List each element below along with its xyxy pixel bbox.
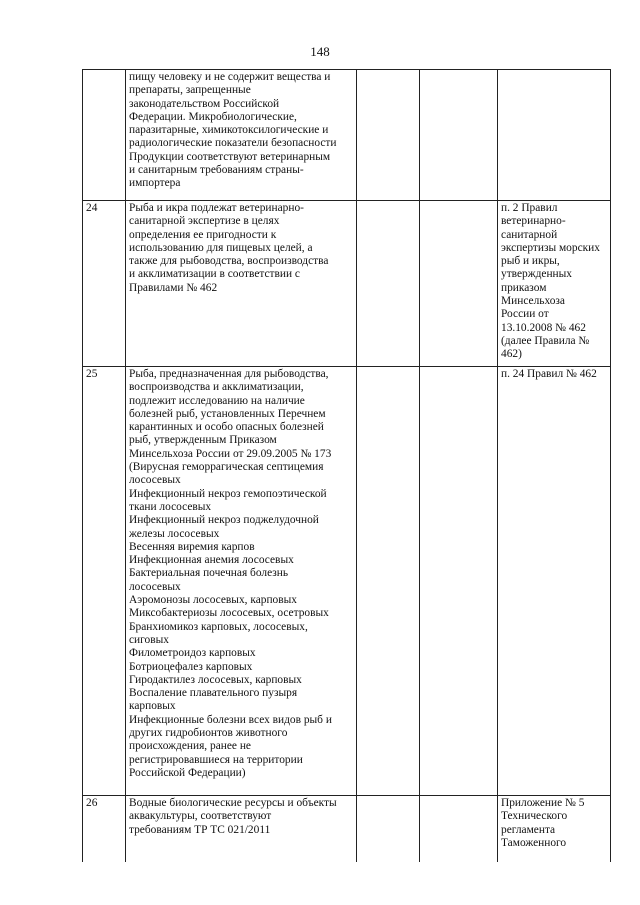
text-line: 462)	[501, 348, 522, 361]
empty-cell	[420, 367, 498, 796]
text-line: и акклиматизации в соответствии с	[129, 268, 300, 281]
text-line: Приложение № 5	[501, 797, 585, 809]
text-line: и санитарным требованиям страны-	[129, 164, 304, 177]
row-number-cell: 24	[83, 201, 126, 367]
empty-cell	[357, 201, 420, 367]
text-line: утвержденных	[501, 268, 572, 281]
requirement-cell	[126, 70, 357, 201]
text-line: использованию для пищевых целей, а	[129, 241, 313, 254]
text-line: регистрировавшиеся на территории	[129, 753, 303, 766]
text-line: подлежит исследованию на наличие	[129, 394, 305, 407]
requirement-cell	[126, 796, 357, 863]
requirement-cell	[126, 201, 357, 367]
text-line: рыб, утвержденным Приказом	[129, 434, 277, 447]
page-number: 148	[310, 44, 330, 59]
text-line: других гидробионтов животного	[129, 727, 288, 740]
row-number-cell: 25	[83, 367, 126, 796]
text-line: России от	[501, 308, 549, 321]
text-line: Правилами № 462	[129, 281, 218, 294]
text-line: импортера	[129, 177, 181, 190]
text-line: Таможенного	[501, 836, 567, 849]
table-row	[83, 796, 611, 863]
text-line: приказом	[501, 281, 547, 294]
text-line: сиговых	[129, 633, 169, 646]
text-line: Филометроидоз карповых	[129, 647, 256, 660]
text-line: Инфекционная анемия лососевых	[129, 554, 294, 567]
reference-cell	[498, 70, 611, 201]
reference-cell	[498, 367, 611, 796]
text-line: лососевых	[129, 474, 181, 487]
empty-cell	[357, 796, 420, 863]
text-line: Российской Федерации)	[129, 766, 246, 779]
text-line: болезней рыб, установленных Перечнем	[129, 407, 326, 420]
text-line: п. 2 Правил	[501, 202, 558, 214]
table-row	[83, 201, 611, 367]
text-line: Технического	[501, 810, 568, 823]
text-line: Федерации. Микробиологические,	[129, 110, 297, 123]
reference-cell	[498, 796, 611, 863]
table-row	[83, 70, 611, 201]
requirements-table	[82, 69, 611, 862]
text-line: (Вирусная геморрагическая септицемия	[129, 461, 324, 474]
empty-cell	[357, 367, 420, 796]
text-line: Минсельхоза России от 29.09.2005 № 173	[129, 447, 332, 460]
text-line: Воспаление плавательного пузыря	[129, 687, 298, 700]
empty-cell	[357, 70, 420, 201]
text-line: аквакультуры, соответствуют	[129, 810, 272, 823]
text-line: (далее Правила №	[501, 334, 590, 347]
text-line: санитарной экспертизе в целях	[129, 215, 280, 228]
text-line: препараты, запрещенные	[129, 84, 251, 97]
text-line: рыб и икры,	[501, 255, 560, 268]
text-line: происхождения, ранее не	[129, 740, 251, 753]
text-line: карповых	[129, 700, 176, 713]
text-line: Гиродактилез лососевых, карповых	[129, 673, 302, 686]
text-line: Инфекционный некроз гемопоэтической	[129, 487, 327, 500]
text-line: лососевых	[129, 580, 181, 593]
text-line: Бранхиомикоз карповых, лососевых,	[129, 620, 308, 633]
text-line: ткани лососевых	[129, 500, 212, 513]
text-line: Весенняя виремия карпов	[129, 540, 255, 553]
text-line: Инфекционный некроз поджелудочной	[129, 514, 319, 527]
requirement-cell	[126, 367, 357, 796]
text-line: Ботриоцефалез карповых	[129, 660, 253, 673]
empty-cell	[420, 70, 498, 201]
text-line: паразитарные, химикотоксилогические и	[129, 124, 329, 137]
text-line: Рыба, предназначенная для рыбоводства,	[129, 368, 329, 380]
text-line: требованиям ТР ТС 021/2011	[129, 823, 271, 836]
text-line: Миксобактериозы лососевых, осетровых	[129, 607, 329, 620]
reference-cell	[498, 201, 611, 367]
text-line: также для рыбоводства, воспроизводства	[129, 255, 329, 268]
text-line: Инфекционные болезни всех видов рыб и	[129, 713, 332, 726]
row-number-cell	[83, 70, 126, 201]
text-line: экспертизы морских	[501, 241, 600, 254]
row-number-cell: 26	[83, 796, 126, 863]
text-line: п. 24 Правил № 462	[501, 368, 597, 380]
text-line: ветеринарно-	[501, 215, 566, 228]
text-line: законодательством Российской	[129, 97, 280, 110]
text-line: пищу человеку и не содержит вещества и	[129, 71, 331, 83]
text-line: Минсельхоза	[501, 295, 565, 308]
text-line: Водные биологические ресурсы и объекты	[129, 797, 337, 809]
text-line: регламента	[501, 823, 556, 836]
text-line: радиологические показатели безопасности	[129, 137, 337, 150]
empty-cell	[420, 201, 498, 367]
text-line: воспроизводства и акклиматизации,	[129, 381, 304, 394]
table-row	[83, 367, 611, 796]
empty-cell	[420, 796, 498, 863]
text-line: Бактериальная почечная болезнь	[129, 567, 289, 580]
text-line: карантинных и особо опасных болезней	[129, 421, 324, 434]
text-line: санитарной	[501, 228, 558, 241]
text-line: Продукции соответствуют ветеринарным	[129, 150, 331, 163]
text-line: железы лососевых	[129, 527, 220, 540]
text-line: 13.10.2008 № 462	[501, 321, 586, 334]
text-line: определения ее пригодности к	[129, 228, 277, 241]
text-line: Аэромонозы лососевых, карповых	[129, 594, 297, 607]
text-line: Рыба и икра подлежат ветеринарно-	[129, 202, 304, 214]
